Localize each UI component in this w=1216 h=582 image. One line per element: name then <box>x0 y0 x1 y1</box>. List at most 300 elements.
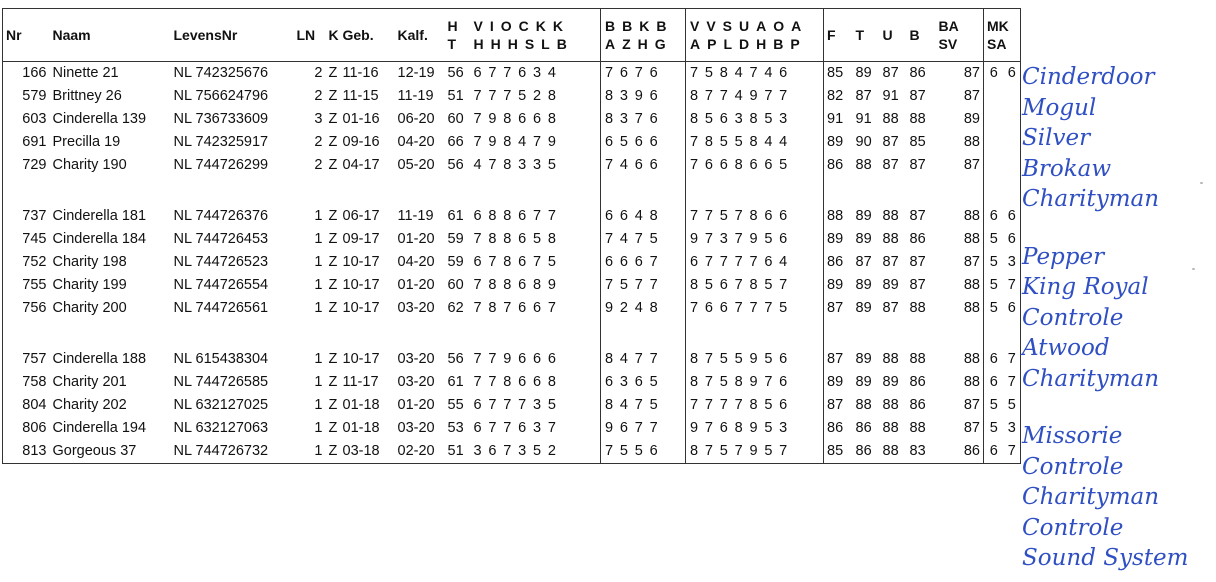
cell-bav: 87 <box>963 157 980 173</box>
cell-ka: 7 <box>1007 351 1016 367</box>
scan-mark <box>1200 182 1203 184</box>
cell-naam: Cinderella 194 <box>52 420 147 436</box>
cell-ms: 5 <box>984 251 1004 274</box>
cell-levensnr: NL 744726561 <box>173 300 269 316</box>
table-row <box>3 108 1021 131</box>
cell-b: 88 <box>909 351 926 367</box>
spacer-cell <box>340 177 395 205</box>
cell-ln: 1 <box>314 231 323 247</box>
cell-g2: 6365 <box>601 371 686 394</box>
cell-u: 89 <box>882 277 899 293</box>
cell-t: 89 <box>855 65 872 81</box>
cell-ht: 51 <box>447 443 464 459</box>
cell-ms <box>984 108 1004 131</box>
cell-ht: 61 <box>447 208 464 224</box>
cell-bav: 87 <box>963 397 980 413</box>
cell-f: 89 <box>824 228 853 251</box>
cell-geb: 10-17 <box>342 277 380 293</box>
cell-ht: 60 <box>447 277 464 293</box>
cell-f: 86 <box>824 417 853 440</box>
cell-nr: 745 <box>22 231 47 247</box>
cell-ln: 1 <box>314 397 323 413</box>
cell-geb: 10-17 <box>342 254 380 270</box>
cell-b: 87 <box>909 208 926 224</box>
spacer-cell <box>984 320 1004 348</box>
handwritten-note: King Royal <box>1022 274 1149 300</box>
spacer-cell <box>907 177 936 205</box>
cell-g2: 7556 <box>601 440 686 464</box>
cell-f: 87 <box>824 297 853 320</box>
cell-bav: 87 <box>963 65 980 81</box>
cell-nr: 579 <box>22 88 47 104</box>
cell-b: 88 <box>909 111 926 127</box>
cell-g1: 788658 <box>473 231 563 247</box>
cell-ln: 1 <box>314 351 323 367</box>
cell-kalf: 03-20 <box>397 351 435 367</box>
cell-geb: 03-18 <box>342 443 380 459</box>
cell-ms: 5 <box>984 297 1004 320</box>
cell-ms: 5 <box>984 417 1004 440</box>
cell-ln: 1 <box>314 374 323 390</box>
cell-geb: 01-18 <box>342 397 380 413</box>
cell-ht: 56 <box>447 157 464 173</box>
cell-ht: 66 <box>447 134 464 150</box>
col-u: U <box>880 9 907 62</box>
cell-t: 88 <box>855 157 872 173</box>
cell-kalf: 02-20 <box>397 443 435 459</box>
spacer-cell <box>601 320 686 348</box>
cell-bav: 88 <box>963 208 980 224</box>
cell-ms: 6 <box>984 440 1004 464</box>
cell-g3: 8755956 <box>686 348 824 371</box>
cell-ms: 6 <box>984 205 1004 228</box>
cell-f: 89 <box>824 131 853 154</box>
table-row <box>3 228 1021 251</box>
cell-geb: 01-18 <box>342 420 380 436</box>
cell-kalf: 03-20 <box>397 420 435 436</box>
cell-g2: 6667 <box>601 251 686 274</box>
spacer-cell <box>907 320 936 348</box>
cell-ht: 51 <box>447 88 464 104</box>
cell-k: Z <box>328 397 338 413</box>
cell-ln: 2 <box>314 157 323 173</box>
table-row <box>3 274 1021 297</box>
cell-ht: 59 <box>447 254 464 270</box>
handwritten-note: Missorie <box>1022 423 1123 449</box>
cell-bav: 88 <box>963 134 980 150</box>
col-ms-top: MK <box>987 18 1009 34</box>
cell-f: 82 <box>824 85 853 108</box>
cell-ka: 7 <box>1007 277 1016 293</box>
cell-g1: 798479 <box>473 134 563 150</box>
spacer-cell <box>686 320 824 348</box>
cell-g3: 6777764 <box>686 251 824 274</box>
cell-k: Z <box>328 300 338 316</box>
cell-geb: 04-17 <box>342 157 380 173</box>
cell-u: 88 <box>882 351 899 367</box>
cell-levensnr: NL 744726299 <box>173 157 269 173</box>
cell-ln: 3 <box>314 111 323 127</box>
table-row <box>3 440 1021 464</box>
cell-nr: 752 <box>22 254 47 270</box>
cell-levensnr: NL 742325676 <box>173 65 269 81</box>
spacer-cell <box>395 177 445 205</box>
handwritten-note: Charityman <box>1022 186 1160 212</box>
cell-ka <box>1004 154 1021 177</box>
cell-g1: 678675 <box>473 254 563 270</box>
cell-g3: 9768953 <box>686 417 824 440</box>
cell-kalf: 11-19 <box>397 208 434 224</box>
handwritten-gap <box>1022 215 1216 242</box>
cell-ht: 59 <box>447 231 464 247</box>
table-row <box>3 251 1021 274</box>
cell-u: 87 <box>882 254 899 270</box>
cell-t: 88 <box>855 397 872 413</box>
cell-ms: 6 <box>984 348 1004 371</box>
cell-ht: 62 <box>447 300 464 316</box>
col-ln: LN <box>294 9 326 62</box>
cell-levensnr: NL 744726376 <box>173 208 269 224</box>
cell-kalf: 11-19 <box>397 88 434 104</box>
spacer-cell <box>50 320 171 348</box>
col-bav-bottom: SV <box>938 36 958 52</box>
cell-bav: 88 <box>963 351 980 367</box>
cell-levensnr: NL 744726554 <box>173 277 269 293</box>
handwritten-note: Controle <box>1022 304 1124 331</box>
cell-g3: 7584746 <box>686 62 824 86</box>
cell-ln: 1 <box>314 443 323 459</box>
cell-kalf: 01-20 <box>397 397 435 413</box>
cell-k: Z <box>328 231 338 247</box>
cell-ka: 6 <box>1007 300 1016 316</box>
cell-kalf: 06-20 <box>397 111 435 127</box>
cell-g3: 7757866 <box>686 205 824 228</box>
cell-f: 88 <box>824 205 853 228</box>
cell-kalf: 03-20 <box>397 374 435 390</box>
cell-f: 87 <box>824 348 853 371</box>
cell-nr: 729 <box>22 157 47 173</box>
spacer-cell <box>395 320 445 348</box>
cell-nr: 755 <box>22 277 47 293</box>
cell-levensnr: NL 632127025 <box>173 397 269 413</box>
cell-ht: 56 <box>447 65 464 81</box>
cell-naam: Cinderella 188 <box>52 351 147 367</box>
cell-k: Z <box>328 374 338 390</box>
cell-g1: 779666 <box>473 351 563 367</box>
spacer-cell <box>936 320 984 348</box>
cell-nr: 756 <box>22 300 47 316</box>
col-group-3-top: VVSUAOA <box>690 18 809 34</box>
cell-bav: 88 <box>963 374 980 390</box>
cell-nr: 603 <box>22 111 47 127</box>
table-row <box>3 85 1021 108</box>
table-row <box>3 394 1021 417</box>
table-row <box>3 371 1021 394</box>
bull-selection-table <box>2 8 1020 578</box>
cell-geb: 11-17 <box>342 374 379 390</box>
cell-u: 88 <box>882 111 899 127</box>
cell-b: 88 <box>909 420 926 436</box>
cell-levensnr: NL 742325917 <box>173 134 269 150</box>
cell-geb: 09-17 <box>342 231 380 247</box>
cell-nr: 166 <box>22 65 47 81</box>
cell-t: 90 <box>855 134 872 150</box>
col-nr: Nr <box>3 9 50 62</box>
cell-nr: 804 <box>22 397 47 413</box>
handwritten-gap <box>1022 394 1216 421</box>
cell-levensnr: NL 744726585 <box>173 374 269 390</box>
spacer-cell <box>3 177 50 205</box>
cell-g2: 9248 <box>601 297 686 320</box>
cell-b: 87 <box>909 157 926 173</box>
spacer-cell <box>601 177 686 205</box>
cell-b: 87 <box>909 88 926 104</box>
cell-bav: 87 <box>963 88 980 104</box>
cell-g1: 677637 <box>473 420 563 436</box>
cell-g3: 8563853 <box>686 108 824 131</box>
cell-g1: 788689 <box>473 277 563 293</box>
cell-levensnr: NL 632127063 <box>173 420 269 436</box>
cell-k: Z <box>328 111 338 127</box>
col-group-2 <box>601 9 686 62</box>
col-group-1-top: VIOCKK <box>473 18 570 34</box>
col-ms <box>984 9 1009 62</box>
spacer-cell <box>470 320 601 348</box>
cell-geb: 01-16 <box>342 111 380 127</box>
cell-b: 87 <box>909 254 926 270</box>
cell-ln: 1 <box>314 300 323 316</box>
spacer-cell <box>824 320 853 348</box>
cell-ka <box>1004 131 1021 154</box>
cell-g2: 7676 <box>601 62 686 86</box>
cell-naam: Charity 201 <box>52 374 127 390</box>
cell-k: Z <box>328 420 338 436</box>
table-row <box>3 154 1021 177</box>
cell-ln: 1 <box>314 420 323 436</box>
cell-ln: 1 <box>314 208 323 224</box>
spacer-cell <box>853 177 880 205</box>
cell-geb: 06-17 <box>342 208 380 224</box>
cell-ms: 5 <box>984 274 1004 297</box>
cell-k: Z <box>328 208 338 224</box>
cell-b: 83 <box>909 443 926 459</box>
cell-naam: Ninette 21 <box>52 65 119 81</box>
cell-f: 86 <box>824 251 853 274</box>
cell-g3: 7855844 <box>686 131 824 154</box>
cell-geb: 11-15 <box>342 88 379 104</box>
cell-g2: 7466 <box>601 154 686 177</box>
table-body <box>3 62 1021 464</box>
cell-nr: 757 <box>22 351 47 367</box>
cell-ka: 6 <box>1007 231 1016 247</box>
cell-f: 85 <box>824 62 853 86</box>
cell-f: 89 <box>824 274 853 297</box>
cell-t: 87 <box>855 254 872 270</box>
cell-naam: Charity 202 <box>52 397 127 413</box>
cell-geb: 09-16 <box>342 134 380 150</box>
cell-u: 87 <box>882 157 899 173</box>
cell-ln: 2 <box>314 65 323 81</box>
cell-f: 87 <box>824 394 853 417</box>
cell-t: 87 <box>855 88 872 104</box>
col-group-1-bottom: HHHSLB <box>473 36 574 52</box>
col-bav <box>936 9 984 62</box>
cell-kalf: 04-20 <box>397 134 435 150</box>
cell-naam: Cinderella 181 <box>52 208 147 224</box>
cell-naam: Cinderella 139 <box>52 111 147 127</box>
col-group-3 <box>686 9 824 62</box>
cell-ln: 1 <box>314 254 323 270</box>
cell-g2: 9677 <box>601 417 686 440</box>
cell-b: 86 <box>909 397 926 413</box>
cell-kalf: 05-20 <box>397 157 435 173</box>
spacer-cell <box>470 177 601 205</box>
cell-g1: 787667 <box>473 300 563 316</box>
spacer-cell <box>880 320 907 348</box>
cell-f: 86 <box>824 154 853 177</box>
cell-naam: Gorgeous 37 <box>52 443 137 459</box>
cell-g2: 8376 <box>601 108 686 131</box>
cell-f: 89 <box>824 371 853 394</box>
cell-t: 89 <box>855 351 872 367</box>
cell-t: 89 <box>855 277 872 293</box>
cell-g3: 7777856 <box>686 394 824 417</box>
handwritten-note: Mogul <box>1022 94 1097 121</box>
cell-ht: 55 <box>447 397 464 413</box>
cell-levensnr: NL 756624796 <box>173 88 269 104</box>
spacer-cell <box>1004 320 1021 348</box>
cell-t: 89 <box>855 374 872 390</box>
cell-b: 88 <box>909 300 926 316</box>
cell-ms <box>984 131 1004 154</box>
cell-bav: 86 <box>963 443 980 459</box>
cell-levensnr: NL 744726732 <box>173 443 269 459</box>
handwritten-note: Silver <box>1022 125 1091 151</box>
cell-ht: 60 <box>447 111 464 127</box>
cell-g3: 8774977 <box>686 85 824 108</box>
col-t: T <box>853 9 880 62</box>
cell-k: Z <box>328 254 338 270</box>
cell-ms: 6 <box>984 371 1004 394</box>
cell-ka: 3 <box>1007 420 1016 436</box>
cell-g2: 7577 <box>601 274 686 297</box>
cell-t: 86 <box>855 420 872 436</box>
cell-f: 85 <box>824 440 853 464</box>
cell-ms: 5 <box>984 394 1004 417</box>
cell-b: 86 <box>909 231 926 247</box>
cell-ms: 6 <box>984 62 1004 86</box>
handwritten-note: Controle <box>1022 514 1124 541</box>
cell-ht: 56 <box>447 351 464 367</box>
col-naam: Naam <box>50 9 171 62</box>
col-b: B <box>907 9 936 62</box>
cell-b: 85 <box>909 134 926 150</box>
handwritten-note: Brokaw <box>1022 155 1112 182</box>
cell-ms <box>984 154 1004 177</box>
cell-u: 88 <box>882 420 899 436</box>
cell-kalf: 04-20 <box>397 254 435 270</box>
handwritten-bull-notes <box>1022 62 1216 574</box>
cell-u: 88 <box>882 397 899 413</box>
cell-geb: 11-16 <box>342 65 379 81</box>
cell-g2: 8477 <box>601 348 686 371</box>
cell-g2: 6648 <box>601 205 686 228</box>
cell-ka: 7 <box>1007 443 1016 459</box>
col-group-2-top: BBKB <box>605 18 674 34</box>
handwritten-note: Atwood <box>1022 335 1110 361</box>
table-row <box>3 417 1021 440</box>
cell-levensnr: NL 615438304 <box>173 351 269 367</box>
cell-ms <box>984 85 1004 108</box>
cell-nr: 813 <box>22 443 47 459</box>
cell-ka: 5 <box>1007 397 1016 413</box>
cell-kalf: 01-20 <box>397 231 435 247</box>
spacer-cell <box>50 177 171 205</box>
col-f: F <box>824 9 853 62</box>
col-ht-bottom: T <box>447 36 457 52</box>
cell-g2: 8396 <box>601 85 686 108</box>
col-ht-top: H <box>447 18 458 34</box>
cell-nr: 691 <box>22 134 47 150</box>
handwritten-note: Charityman <box>1022 365 1160 392</box>
cell-t: 89 <box>855 300 872 316</box>
cell-g3: 8567857 <box>686 274 824 297</box>
cell-levensnr: NL 744726523 <box>173 254 269 270</box>
spacer-cell <box>171 177 294 205</box>
col-k: K <box>326 9 340 62</box>
spacer-cell <box>3 320 50 348</box>
spacer-cell <box>445 320 470 348</box>
cell-ka: 6 <box>1007 65 1016 81</box>
cell-u: 87 <box>882 65 899 81</box>
cell-t: 91 <box>855 111 872 127</box>
cell-u: 87 <box>882 134 899 150</box>
cell-ka <box>1004 85 1021 108</box>
cell-t: 89 <box>855 231 872 247</box>
table-row <box>3 348 1021 371</box>
cell-k: Z <box>328 351 338 367</box>
cell-ka <box>1004 108 1021 131</box>
cell-geb: 10-17 <box>342 300 380 316</box>
table-row <box>3 297 1021 320</box>
cell-u: 87 <box>882 300 899 316</box>
cell-g1: 777528 <box>473 88 563 104</box>
group-spacer-row <box>3 320 1021 348</box>
spacer-cell <box>853 320 880 348</box>
col-ms-bottom: SA <box>987 36 1007 52</box>
scan-mark <box>1192 268 1195 270</box>
cell-g1: 688677 <box>473 208 563 224</box>
col-geb: Geb. <box>340 9 395 62</box>
cell-bav: 88 <box>963 277 980 293</box>
cell-b: 86 <box>909 65 926 81</box>
cell-u: 89 <box>882 374 899 390</box>
cell-kalf: 01-20 <box>397 277 435 293</box>
col-group-3-bottom: APLDHBP <box>690 36 807 52</box>
spacer-cell <box>1004 177 1021 205</box>
cell-ln: 2 <box>314 88 323 104</box>
cell-ms: 5 <box>984 228 1004 251</box>
cell-bav: 88 <box>963 300 980 316</box>
cell-k: Z <box>328 277 338 293</box>
cell-bav: 88 <box>963 231 980 247</box>
cell-u: 91 <box>882 88 899 104</box>
cell-nr: 758 <box>22 374 47 390</box>
cell-g1: 677634 <box>473 65 563 81</box>
table-row <box>3 131 1021 154</box>
cell-b: 87 <box>909 277 926 293</box>
cell-g3: 9737956 <box>686 228 824 251</box>
